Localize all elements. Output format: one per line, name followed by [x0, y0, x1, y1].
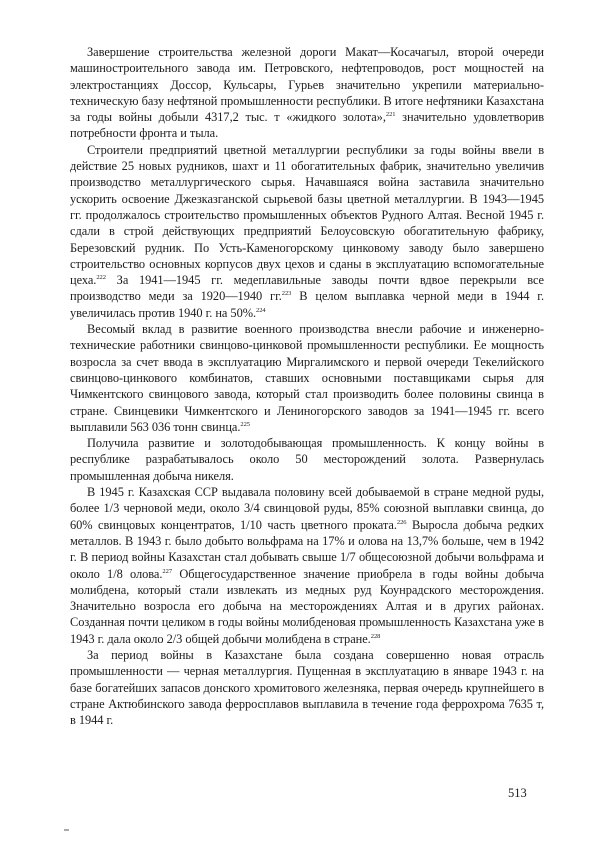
- scan-speck: [64, 829, 69, 831]
- paragraph-nonferrous-metallurgy: Строители предприятий цветной металлургии республики за годы войны ввели в действие 25 новых рудников, шахт и 11 обогатительных фабрик, значительно увеличив производство металлургического сырья. Начавшаяся война заставила значительно ускорить освоение Джезказганской сырьевой базы цветной металлургии. В 1943—1945 гг. продолжалось строительство промышленных объектов Рудного Алтая. Весной 1945 г. сдали в строй действующих предприятий Белоусовскую обогатительную фабрику, Березовский рудник. По Усть-Каменогорскому цинковому заводу было завершено строительство основных корпусов двух цехов и сданы в эксплуатацию вспомогательные цеха.$^{222}$ За 1941—1945 гг. медеплавильные заводы почти вдвое перекрыли все производство меди за 1920—1940 гг.$^{223}$ В целом выплавка черной меди в 1944 г. увеличилась против 1940 г. на 50%.$^{224}$: [70, 142, 544, 320]
- page-number: 513: [508, 786, 527, 800]
- paragraph-gold-mining: Получила развитие и золотодобывающая промышленность. К концу войны в республике разрабатывалось около 50 месторождений золота. Развернулась промышленная добыча никеля.: [70, 436, 544, 483]
- footnote-ref: 223: [281, 290, 292, 298]
- footnote-ref: 226: [396, 518, 407, 526]
- paragraph-kazakh-ssr-output: В 1945 г. Казахская ССР выдавала половину всей добываемой в стране медной руды, более 1/3 черновой меди, около 3/4 свинцовой руды, 85% союзной выплавки свинца, до 60% свинцовых концентратов, 1/10 часть цветного проката.$^{226}$ Выросла добыча редких металлов. В 1943 г. было добыто вольфрама на 17% и олова на 13,7% больше, чем в 1942 г. В период войны Казахстан стал добывать свыше 1/7 общесоюзной добычи вольфрама и около 1/8 олова.$^{227}$ Общегосударственное значение приобрела в годы войны добыча молибдена, который стали извлекать из медных руд Коунрадского месторождения. Значительно возросла его добыча на месторождениях Алтая и в других районах. Созданная почти целиком в годы войны молибденовая промышленность Казахстана уже в 1943 г. дала около 2/3 общей добычи молибдена в стране.$^{228}$: [70, 485, 544, 646]
- paragraph-lead-zinc-industry: Весомый вклад в развитие военного производства внесли рабочие и инженерно-технические работники свинцово-цинковой промышленности республики. Ее мощность возросла за счет ввода в эксплуатацию Миргалимского и первой очереди Текелийского свинцово-цинкового комбинатов, ставших основными поставщиками сырья для Чимкентского свинцового завода, который стал производить более половины свинца в стране. Свинцевики Чимкентского и Лениногорского заводов за 1941—1945 гг. всего выплавили 563 036 тонн свинца.$^{225}$: [70, 322, 544, 434]
- page-body: [70, 44, 544, 728]
- footnote-ref: 221: [385, 111, 396, 119]
- paragraph-oil-industry: Завершение строительства железной дороги Макат—Косачагыл, второй очереди машиностроительного завода им. Петровского, нефтепроводов, рост мощностей на электростанциях Доссор, Кульсары, Гурьев значительно укрепили материально-техническую базу нефтяной промышленности республики. В итоге нефтяники Казахстана за годы войны добыли 4317,2 тыс. т «жидкого золота»,$^{221}$ значительно удовлетворив потребности фронта и тыла.: [70, 45, 544, 141]
- footnote-ref: 227: [162, 567, 173, 575]
- footnote-ref: 224: [256, 306, 266, 314]
- footnote-ref: 228: [370, 632, 381, 640]
- paragraph-ferrous-metallurgy: За период войны в Казахстане была создана совершенно новая отрасль промышленности — черная металлургия. Пущенная в эксплуатацию в январе 1943 г. на базе богатейших запасов донского хромитового железняка, первая очередь крупнейшего в стране Актюбинского завода ферросплавов выплавила в течение года феррохрома 7635 т, в 1944 г.: [70, 647, 544, 728]
- footnote-ref: 225: [240, 420, 251, 428]
- footnote-ref: 222: [96, 274, 106, 282]
